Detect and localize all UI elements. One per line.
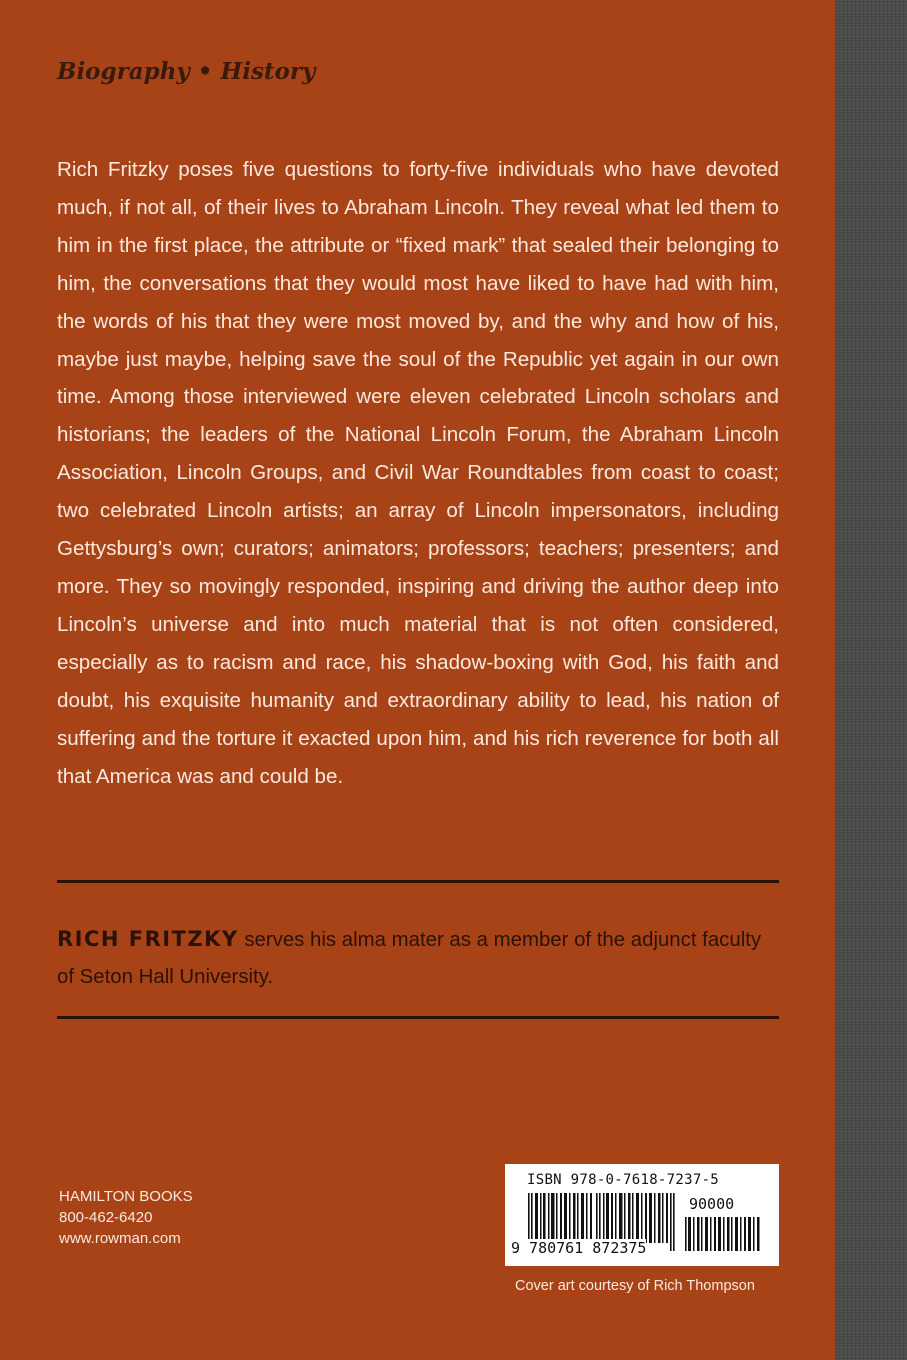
category-label: Biography • History (57, 58, 316, 85)
publisher-info (59, 1186, 193, 1249)
divider-top (57, 880, 779, 883)
divider-bottom (57, 1016, 779, 1019)
author-name: RICH FRITZKY (57, 927, 239, 951)
book-spine-cloth (835, 0, 907, 1360)
publisher-website: www.rowman.com (59, 1230, 181, 1247)
addon-barcode-bars (685, 1217, 761, 1251)
publisher-name: HAMILTON BOOKS (59, 1188, 193, 1205)
isbn-barcode (505, 1164, 779, 1266)
cover-art-credit: Cover art courtesy of Rich Thompson (515, 1278, 755, 1294)
ean-number: 9 780761 872375 (511, 1239, 647, 1257)
author-bio-text: serves his alma mater as a member of the adjunct faculty of Seton Hall University. (57, 929, 762, 988)
author-bio (57, 921, 779, 996)
book-description: Rich Fritzky poses five questions to forty-five individuals who have devoted much, if not all, of their lives to Abraham Lincoln. They reveal what led them to him in the first place, the attribute or “fixed mark” that sealed their belonging to him, the conversations that they would most have liked to have had with him, the words of his that they were most moved by, and the why and how of his, maybe just maybe, helping save the soul of the Republic yet again in our own time. Among those interviewed were eleven celebrated Lincoln scholars and historians; the leaders of the National Lincoln Forum, the Abraham Lincoln Association, Lincoln Groups, and Civil War Roundtables from coast to coast; two celebrated Lincoln artists; an array of Lincoln impersonators, including Gettysburg’s own; curators; animators; professors; teachers; presenters; and more. They so movingly responded, inspiring and driving the author deep into Lincoln’s universe and into much material that is not often considered, especially as to racism and race, his shadow-boxing with God, his faith and doubt, his exquisite humanity and extraordinary ability to lead, his nation of suffering and the torture it exacted upon him, and his rich reverence for both all that America was and could be. (57, 158, 779, 788)
publisher-phone: 800-462-6420 (59, 1209, 153, 1226)
isbn-label: ISBN 978-0-7618-7237-5 (527, 1172, 720, 1188)
price-addon-number: 90000 (689, 1195, 735, 1213)
